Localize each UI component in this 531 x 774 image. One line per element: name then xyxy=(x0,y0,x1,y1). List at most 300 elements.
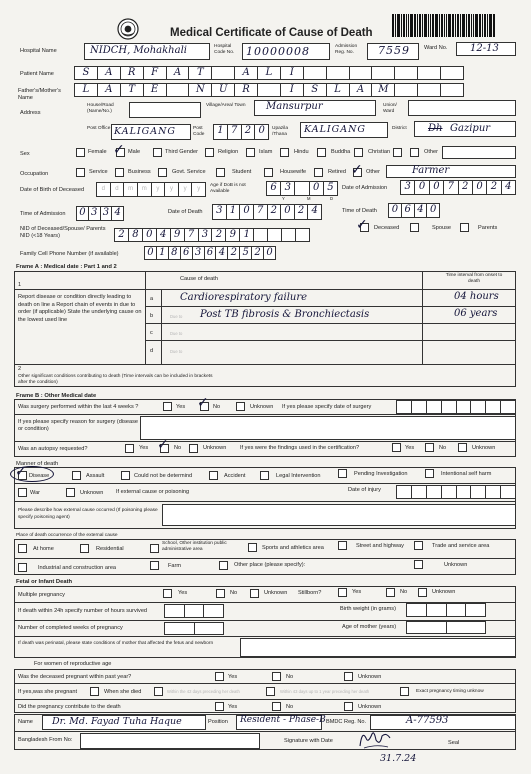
occupation-retired-label: Retired xyxy=(328,169,347,175)
surgery-unknown-checkbox[interactable] xyxy=(236,402,245,411)
father-name-cell: M xyxy=(372,84,395,96)
doctor-name-value: Dr. Md. Fayad Tuha Haque xyxy=(52,716,182,727)
dob-cell: y xyxy=(165,183,179,196)
nid-parents-checkbox[interactable] xyxy=(460,223,469,232)
admission-date-cell: 2 xyxy=(459,181,473,194)
nid-cell: 4 xyxy=(157,229,171,241)
perinatal-field[interactable] xyxy=(240,638,516,657)
occupation-other-label: Other xyxy=(366,169,380,175)
manner-self-harm-checkbox[interactable] xyxy=(425,469,434,478)
fetal-title: Fetal or Infant Death xyxy=(16,579,73,585)
place-school-label: School, Other institution public administrative area xyxy=(162,541,227,552)
stillborn-question: Stillborn? xyxy=(298,590,322,596)
row-b-due-to: Due to xyxy=(170,314,183,319)
dob-cells[interactable] xyxy=(96,182,206,197)
disease-check-mark-icon: ✓ xyxy=(15,464,27,480)
admission-time-label: Time of Admission xyxy=(20,211,66,217)
post-office-label: Post Office xyxy=(87,126,111,131)
death-date-cell: 2 xyxy=(268,205,282,219)
union-label: Union/ Ward xyxy=(383,103,397,114)
patient-name-cell: T xyxy=(189,67,212,79)
deceased-check-mark-icon: ✓ xyxy=(356,217,368,233)
phone-cell: 6 xyxy=(205,247,217,259)
row-d-letter: d xyxy=(150,348,154,354)
autopsy-unknown-label: Unknown xyxy=(203,445,227,451)
multiple-no-label: No xyxy=(230,590,238,596)
stillborn-yes-label: Yes xyxy=(352,589,362,595)
row-c-letter: c xyxy=(150,330,153,336)
religion-other-checkbox[interactable] xyxy=(410,148,419,157)
religion-other-field[interactable] xyxy=(442,146,516,159)
admission-time-cell: 3 xyxy=(101,207,113,220)
dob-label: Date of Birth of Deceased xyxy=(20,187,85,193)
village-value: Mansurpur xyxy=(266,101,323,112)
when-42-days-checkbox[interactable] xyxy=(154,687,163,696)
pregnant-yes-label: Yes xyxy=(228,674,238,680)
dob-cell: y xyxy=(197,186,201,192)
seal-label: Seal xyxy=(448,740,460,746)
death-date-cell: 0 xyxy=(281,205,295,219)
father-name-cell: L xyxy=(75,84,98,96)
multiple-unknown-checkbox[interactable] xyxy=(250,589,259,598)
perinatal-question: If death was perinatal, please state conditions of mother that affected the fetus and newborn xyxy=(18,641,214,646)
upazila-label: Upazila /Thana xyxy=(272,126,288,137)
father-name-cell: I xyxy=(281,84,304,96)
place-sports-label: Sports and athletics area xyxy=(262,545,324,551)
religion-islam-checkbox[interactable] xyxy=(246,148,255,157)
nid-cell: 1 xyxy=(240,229,254,241)
place-school-checkbox[interactable] xyxy=(150,544,159,553)
nid-cell: 2 xyxy=(115,229,129,241)
multiple-yes-checkbox[interactable] xyxy=(163,589,172,598)
sex-female-checkbox[interactable] xyxy=(76,148,85,157)
death-date-cell: 1 xyxy=(227,205,241,219)
death-date-cell: 3 xyxy=(213,205,227,219)
occupation-student-label: Student xyxy=(232,169,252,175)
death-time-label: Time of Death xyxy=(342,208,377,214)
mother-age-cells[interactable] xyxy=(406,621,486,634)
place-farm-label: Farm xyxy=(168,563,182,569)
when-1-year-label: Within 43 days up to 1 year preceding her death xyxy=(280,689,370,694)
union-field[interactable] xyxy=(408,100,516,116)
surgery-no-check-mark-icon: ✓ xyxy=(197,395,209,411)
father-name-cell: A xyxy=(350,84,373,96)
place-industrial-checkbox[interactable] xyxy=(18,563,27,572)
hospital-code-value: 10000008 xyxy=(246,45,310,58)
manner-disease-label: Disease xyxy=(29,473,50,479)
admission-time-cell: 4 xyxy=(114,207,121,218)
contribute-yes-checkbox[interactable] xyxy=(215,702,224,711)
weeks-cells[interactable] xyxy=(164,622,224,635)
manner-undetermined-checkbox[interactable] xyxy=(121,471,130,480)
patient-name-cell xyxy=(372,67,395,79)
sex-third-gender-checkbox[interactable] xyxy=(153,148,162,157)
doctor-name-label: Name xyxy=(18,719,33,725)
death-date-cell: 7 xyxy=(254,205,268,219)
government-emblem-icon xyxy=(117,18,139,40)
death-time-cell: 0 xyxy=(389,204,402,217)
when-unknown-label: Exact pregnancy timing unknow xyxy=(416,689,484,694)
manner-assault-checkbox[interactable] xyxy=(72,471,81,480)
row-a-cause[interactable]: Cardiorespiratory failure xyxy=(180,292,308,303)
admission-date-cell: 0 xyxy=(415,181,429,194)
when-pregnant-question: If yes,was she pregnant xyxy=(18,689,78,695)
post-code-label: Post Code xyxy=(193,126,205,137)
findings-unknown-checkbox[interactable] xyxy=(458,443,467,452)
injury-date-label: Date of injury xyxy=(348,487,381,493)
autopsy-yes-checkbox[interactable] xyxy=(125,444,134,453)
place-sports-checkbox[interactable] xyxy=(248,543,257,552)
injury-date-cells[interactable] xyxy=(396,485,516,499)
age-cells[interactable] xyxy=(266,181,338,196)
village-label: Village/Area/ Town xyxy=(206,103,246,108)
bangladesh-form-label: Bangladesh From No: xyxy=(18,737,73,743)
place-title: Place of death occurrence of the external cause xyxy=(16,533,118,538)
women-title: For women of reproductive age xyxy=(34,661,112,667)
multiple-yes-label: Yes xyxy=(178,590,188,596)
when-42-days-label: Within the 42 days preceding her death xyxy=(167,689,240,694)
religion-buddha-label: Buddha xyxy=(331,149,351,155)
place-trade-checkbox[interactable] xyxy=(414,541,423,550)
patient-name-cell xyxy=(327,67,350,79)
frame-b-title: Frame B : Other Medical date xyxy=(16,393,97,399)
findings-yes-label: Yes xyxy=(405,445,415,451)
admission-date-cell: 0 xyxy=(430,181,444,194)
death-time-cell: 0 xyxy=(429,204,437,215)
nid-parents-label: Parents xyxy=(478,225,498,231)
place-other-label: Other place (please specify): xyxy=(234,562,306,568)
pregnant-question: Was the deceased pregnant within past year? xyxy=(18,674,132,680)
birth-weight-cells[interactable] xyxy=(406,603,486,617)
row-a-interval[interactable]: 04 hours xyxy=(454,291,499,302)
phone-cell: 1 xyxy=(157,247,169,259)
findings-yes-checkbox[interactable] xyxy=(392,443,401,452)
occupation-other-check-mark-icon: ✓ xyxy=(351,162,363,178)
dob-cell: y xyxy=(152,183,166,196)
house-road-label: House/Road (Name/No.) xyxy=(87,103,114,114)
place-industrial-label: Industrial and construction area xyxy=(38,565,117,571)
religion-hindu-checkbox[interactable] xyxy=(280,148,289,157)
nid-cell: 0 xyxy=(143,229,157,241)
pregnant-unknown-label: Unknown xyxy=(358,674,382,680)
stillborn-unknown-label: Unknown xyxy=(432,589,456,595)
manner-legal-label: Legal Intervention xyxy=(276,473,321,479)
nid-cells[interactable] xyxy=(114,228,310,242)
position-label: Position xyxy=(208,719,228,725)
admission-date-cell: 4 xyxy=(505,181,512,192)
manner-pending-label: Pending Investigation xyxy=(354,471,408,477)
multiple-no-checkbox[interactable] xyxy=(216,589,225,598)
when-died-checkbox[interactable] xyxy=(90,687,99,696)
row-b-interval[interactable]: 06 years xyxy=(454,308,498,319)
autopsy-unknown-checkbox[interactable] xyxy=(189,444,198,453)
pregnant-yes-checkbox[interactable] xyxy=(215,672,224,681)
patient-name-cell xyxy=(304,67,327,79)
age-cell: 5 xyxy=(327,182,334,193)
death-date-cell: 2 xyxy=(295,205,309,219)
admission-date-label: Date of Admission xyxy=(342,185,388,191)
patient-name-label: Patient Name xyxy=(20,71,54,77)
frame-a-title: Frame A : Medical date : Part 1 and 2 xyxy=(16,264,117,270)
hours-survived-cells[interactable] xyxy=(164,604,224,618)
father-name-cell: L xyxy=(327,84,350,96)
contribute-no-label: No xyxy=(286,704,294,710)
ward-value: 12-13 xyxy=(470,43,499,54)
when-1-year-checkbox[interactable] xyxy=(266,687,275,696)
patient-name-cell: R xyxy=(121,67,144,79)
upazila-value: KALIGANG xyxy=(304,124,366,135)
place-farm-checkbox[interactable] xyxy=(150,561,159,570)
bmdc-value: A-77593 xyxy=(406,715,449,726)
part1-instructions: Report disease or condition directly leading to death on line a Report chain of events in due to order (if applicable) State the underlying cause on the lowest used line xyxy=(18,294,142,323)
contribute-yes-label: Yes xyxy=(228,704,238,710)
nid-cell: 8 xyxy=(129,229,143,241)
surgery-reason-question: If yes please specify reason for surgery (disease or condition) xyxy=(18,419,139,432)
pregnant-no-checkbox[interactable] xyxy=(272,672,281,681)
multiple-unknown-label: Unknown xyxy=(264,590,288,596)
barcode xyxy=(392,14,516,37)
religion-islam-label: Islam xyxy=(259,149,273,155)
occupation-other-field[interactable] xyxy=(386,165,516,178)
father-name-cell: A xyxy=(98,84,121,96)
religion-christian-extra-checkbox[interactable] xyxy=(393,148,402,157)
death-time-cells[interactable] xyxy=(388,203,440,218)
occupation-housewife-label: Housewife xyxy=(280,169,307,175)
phone-cell: 0 xyxy=(266,247,273,258)
dob-cell: y xyxy=(179,183,193,196)
manner-assault-label: Assault xyxy=(86,473,105,479)
surgery-date-question: If yes please specify date of surgery xyxy=(282,404,372,410)
findings-no-checkbox[interactable] xyxy=(425,443,434,452)
death-date-cells[interactable] xyxy=(212,204,322,220)
nid-cell: 9 xyxy=(171,229,185,241)
birth-weight-label: Birth weight (in grams) xyxy=(340,606,396,612)
hospital-name-label: Hospital Name xyxy=(20,48,57,54)
male-check-mark-icon: ✓ xyxy=(113,142,125,158)
post-code-cell: 1 xyxy=(214,125,228,139)
religion-christian-label: Christian xyxy=(368,149,391,155)
death-date-label: Date of Death xyxy=(168,209,203,215)
age-unit-months: M xyxy=(307,196,311,201)
religion-checkbox[interactable] xyxy=(205,148,214,157)
death-date-cell: 0 xyxy=(240,205,254,219)
manner-pending-checkbox[interactable] xyxy=(338,469,347,478)
religion-buddha-checkbox[interactable] xyxy=(317,148,326,157)
occupation-service-label: Service xyxy=(89,169,108,175)
phone-cells[interactable] xyxy=(144,246,276,260)
phone-cell: 2 xyxy=(252,247,264,259)
age-cell xyxy=(295,182,309,195)
manner-unknown-checkbox[interactable] xyxy=(66,488,75,497)
manner-war-checkbox[interactable] xyxy=(18,488,27,497)
admission-date-cell: 2 xyxy=(487,181,501,194)
patient-name-cell xyxy=(212,67,235,79)
surgery-no-label: No xyxy=(213,404,221,410)
pregnant-no-label: No xyxy=(286,674,294,680)
father-name-cell xyxy=(167,84,190,96)
father-name-cell xyxy=(258,84,281,96)
external-cause-question: If external cause or poisoning xyxy=(116,489,190,495)
patient-name-cell xyxy=(395,67,418,79)
position-value: Resident - Phase-B xyxy=(240,715,326,725)
hours-survived-question: If death within 24h specify number of hours survived xyxy=(18,608,148,614)
father-name-cell: U xyxy=(212,84,235,96)
nid-cell: 3 xyxy=(199,229,213,241)
describe-question: Please describe how external cause occurred (If poisoning please specify poisoning agent) xyxy=(18,508,158,520)
admission-reg-label: Admission Reg. No. xyxy=(335,44,358,55)
autopsy-no-label: No xyxy=(174,445,182,451)
religion-hindu-label: Hindu xyxy=(294,149,309,155)
father-name-cell xyxy=(395,84,418,96)
patient-name-cell: I xyxy=(281,67,304,79)
stillborn-unknown-checkbox[interactable] xyxy=(418,588,427,597)
signature-date-value: 31.7.24 xyxy=(380,753,417,764)
autopsy-yes-label: Yes xyxy=(139,445,149,451)
patient-name-cells[interactable] xyxy=(74,66,464,80)
autopsy-question: Was an autopsy requested? xyxy=(18,446,88,452)
contribute-question: Did the pregnancy contribute to the death xyxy=(18,704,121,710)
age-label: Age if DoB is not Available xyxy=(210,183,246,194)
sex-male-label: Male xyxy=(128,149,141,155)
post-code-cell: 2 xyxy=(242,125,256,139)
phone-label: Family Cell Phone Number (if available) xyxy=(20,251,119,257)
phone-cell: 2 xyxy=(228,247,240,259)
patient-name-cell xyxy=(418,67,441,79)
occupation-business-checkbox[interactable] xyxy=(115,168,124,177)
sex-label: Sex xyxy=(20,151,30,157)
admission-time-cells[interactable] xyxy=(76,206,124,221)
phone-cell: 6 xyxy=(181,247,193,259)
occupation-business-label: Business xyxy=(128,169,151,175)
occupation-label: Occupation xyxy=(20,171,49,177)
phone-cell: 4 xyxy=(216,247,228,259)
surgery-unknown-label: Unknown xyxy=(250,404,274,410)
occupation-service-checkbox[interactable] xyxy=(76,168,85,177)
stillborn-no-checkbox[interactable] xyxy=(386,588,395,597)
occupation-housewife-checkbox[interactable] xyxy=(264,168,273,177)
contribute-unknown-checkbox[interactable] xyxy=(344,702,353,711)
mother-age-label: Age of mother (years) xyxy=(342,624,397,630)
doctor-signature xyxy=(356,726,396,752)
place-unknown-checkbox[interactable] xyxy=(414,560,423,569)
surgery-date-cells[interactable] xyxy=(396,400,516,414)
part1-number: 1 xyxy=(18,282,22,288)
nid-cell xyxy=(254,229,268,241)
death-time-cell: 6 xyxy=(402,204,415,217)
phone-cell: 0 xyxy=(145,247,157,259)
patient-name-cell xyxy=(441,67,463,79)
death-date-cell: 4 xyxy=(311,205,318,216)
pregnant-unknown-checkbox[interactable] xyxy=(344,672,353,681)
place-residential-label: Residential xyxy=(96,546,124,552)
ward-label: Ward No. xyxy=(424,45,448,51)
row-b-letter: b xyxy=(150,313,154,319)
father-name-cell: N xyxy=(189,84,212,96)
admission-date-cell: 0 xyxy=(473,181,487,194)
sex-female-label: Female xyxy=(88,149,107,155)
phone-cell: 5 xyxy=(240,247,252,259)
admission-date-cells[interactable] xyxy=(400,180,516,195)
manner-legal-checkbox[interactable] xyxy=(260,471,269,480)
contribute-no-checkbox[interactable] xyxy=(272,702,281,711)
manner-undetermined-label: Could not be determind xyxy=(134,473,193,479)
occupation-retired-checkbox[interactable] xyxy=(314,168,323,177)
place-residential-checkbox[interactable] xyxy=(80,544,89,553)
stillborn-yes-checkbox[interactable] xyxy=(338,588,347,597)
when-unknown-checkbox[interactable] xyxy=(400,687,409,696)
occupation-govt-checkbox[interactable] xyxy=(158,168,167,177)
autopsy-no-check-mark-icon: ✓ xyxy=(157,437,169,453)
district-struck: Dh xyxy=(428,123,443,134)
place-other-checkbox[interactable] xyxy=(219,561,228,570)
manner-accident-checkbox[interactable] xyxy=(209,471,218,480)
dob-cell: d xyxy=(97,183,111,196)
surgery-reason-field[interactable] xyxy=(140,416,516,440)
row-b-cause[interactable]: Post TB fibrosis & Bronchiectasis xyxy=(200,309,370,320)
dob-cell: d xyxy=(111,183,125,196)
hospital-name-value: NIDCH, Mohakhali xyxy=(90,45,187,56)
nid-cell: 9 xyxy=(226,229,240,241)
age-unit-years: Y xyxy=(282,196,285,201)
manner-accident-label: Accident xyxy=(224,473,246,479)
occupation-govt-label: Govt. Service xyxy=(172,169,206,175)
nid-spouse-label: Spouse xyxy=(432,225,451,231)
describe-field[interactable] xyxy=(162,504,516,526)
place-home-label: At home xyxy=(33,546,54,552)
admission-time-cell: 3 xyxy=(89,207,101,220)
address-label: Address xyxy=(20,110,41,116)
district-value: Gazipur xyxy=(450,123,491,134)
phone-cell: 8 xyxy=(169,247,181,259)
father-name-cells[interactable] xyxy=(74,83,464,97)
signature-date-label: Signature with Date xyxy=(284,738,333,744)
weeks-question: Number of completed weeks of pregnancy xyxy=(18,625,123,631)
post-code-cell: 7 xyxy=(228,125,242,139)
religion-other-label: Other xyxy=(424,149,438,155)
surgery-yes-checkbox[interactable] xyxy=(163,402,172,411)
when-died-label: When she died xyxy=(104,689,142,695)
place-home-checkbox[interactable] xyxy=(18,544,27,553)
place-street-checkbox[interactable] xyxy=(338,541,347,550)
nid-spouse-checkbox[interactable] xyxy=(410,223,419,232)
nid-cell xyxy=(268,229,282,241)
nid-cell: 7 xyxy=(185,229,199,241)
occupation-student-checkbox[interactable] xyxy=(216,168,225,177)
findings-unknown-label: Unknown xyxy=(472,445,496,451)
autopsy-findings-question: If yes were the findings used in the certification? xyxy=(240,445,360,451)
age-cell: 3 xyxy=(281,182,295,195)
patient-name-cell: A xyxy=(235,67,258,79)
contribute-unknown-label: Unknown xyxy=(358,704,382,710)
manner-unknown-label: Unknown xyxy=(80,490,104,496)
bangladesh-form-field[interactable] xyxy=(80,733,260,749)
father-name-cell xyxy=(441,84,463,96)
patient-name-cell: A xyxy=(167,67,190,79)
death-time-cell: 4 xyxy=(415,204,428,217)
age-unit-days: D xyxy=(330,196,334,201)
row-a-letter: a xyxy=(150,296,154,302)
father-name-label: Father's/Mother's Name xyxy=(18,88,61,101)
dob-cell: m xyxy=(138,183,152,196)
post-office-value: KALIGANG xyxy=(114,126,176,137)
surgery-yes-label: Yes xyxy=(176,404,186,410)
house-road-field[interactable] xyxy=(129,102,201,118)
patient-name-cell: A xyxy=(98,67,121,79)
dob-cell: m xyxy=(124,183,138,196)
father-name-cell xyxy=(418,84,441,96)
religion-christian-checkbox[interactable] xyxy=(354,148,363,157)
post-code-cells[interactable] xyxy=(213,124,269,140)
